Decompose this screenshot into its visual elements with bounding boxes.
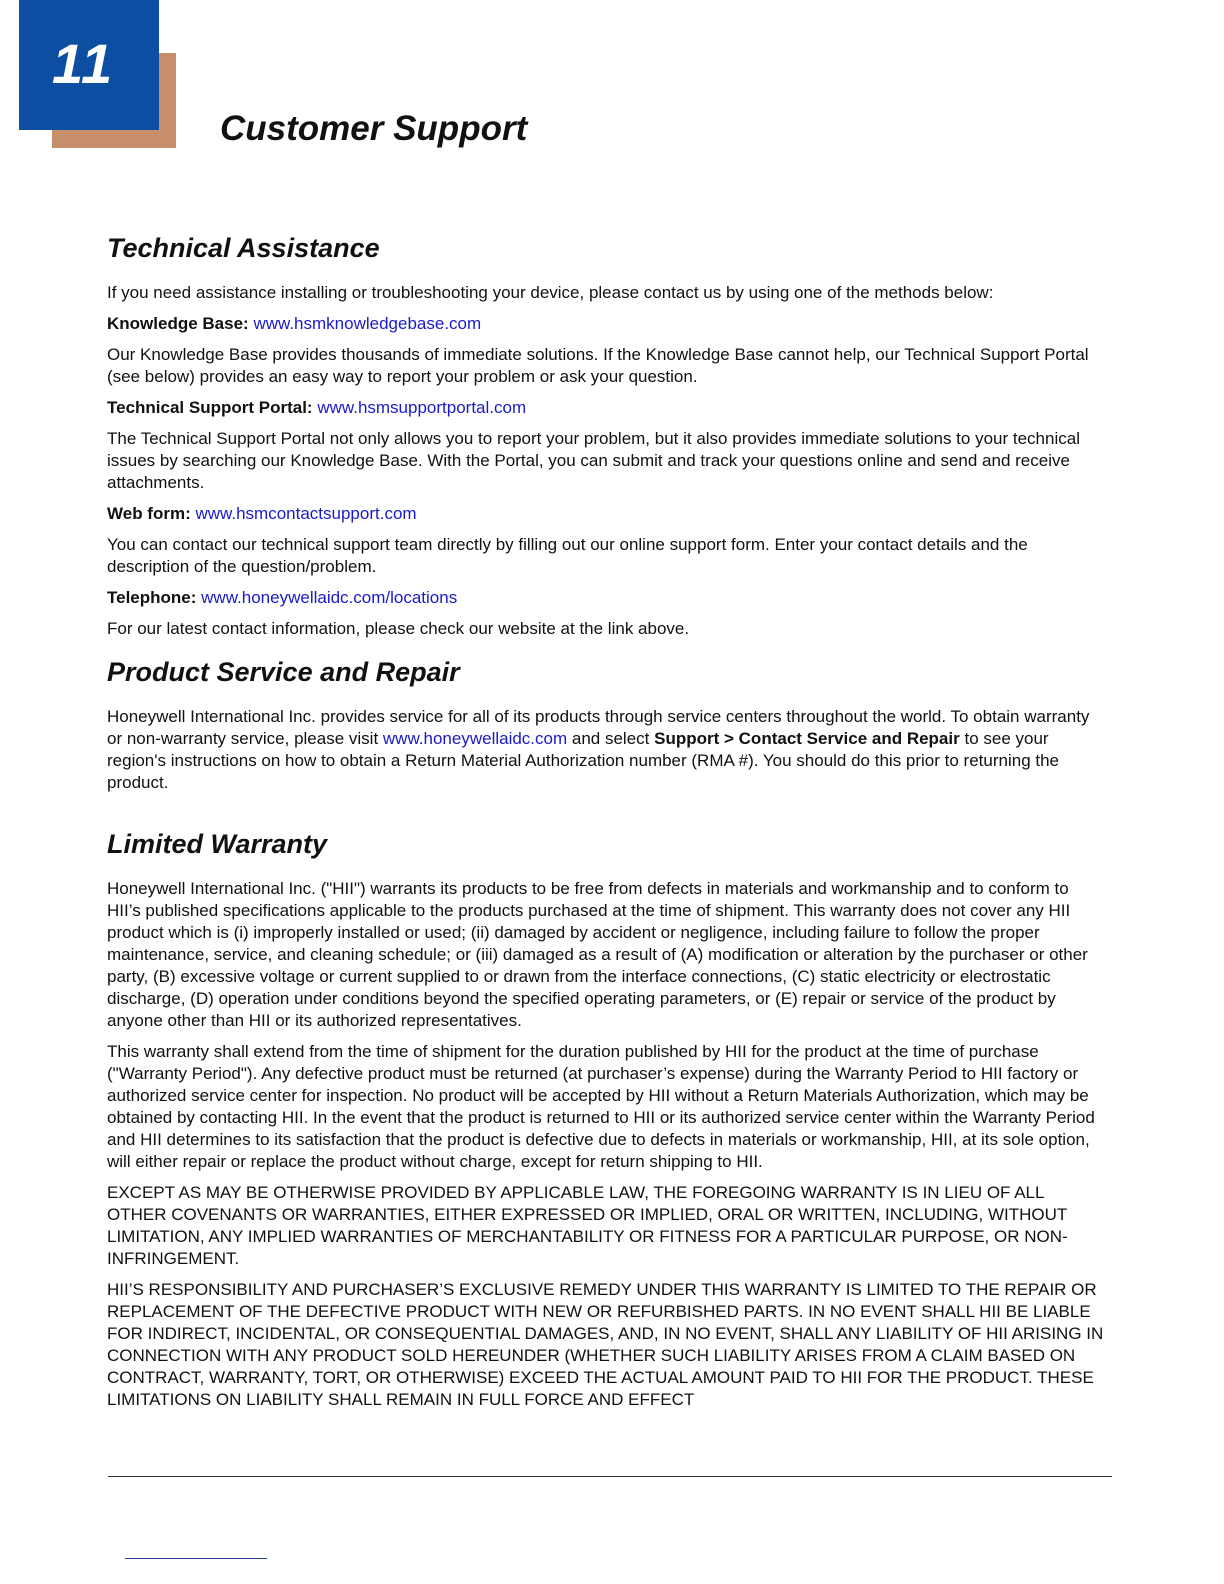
- technical-assistance-heading: Technical Assistance: [107, 233, 380, 263]
- honeywell-aidc-link[interactable]: www.honeywellaidc.com: [382, 729, 568, 748]
- service-repair-text: [107, 706, 1107, 794]
- knowledge-base-text: Our Knowledge Base provides thousands of immediate solutions. If the Knowledge Base cannot help, our Technical Support Portal (see below) provides an easy way to report your problem or ask your question.: [107, 345, 1089, 386]
- warranty-paragraph-1: Honeywell International Inc. ("HII") warrants its products to be free from defects in materials and workmanship and to conform to HII’s published specifications applicable to the products purchased at the time of shipment. This warranty does not cover any HII product which is (i) improperly installed or used; (ii) damaged by accident or negligence, including failure to follow the proper maintenance, service, and cleaning schedule; or (iii) damaged as a result of (A) modification or alteration by the purchaser or other party, (B) excessive voltage or current supplied to or drawn from the interface connections, (C) static electricity or electrostatic discharge, (D) operation under conditions beyond the specified operating parameters, or (E) repair or service of the product by anyone other than HII or its authorized representatives.: [107, 879, 1088, 1030]
- footer-link-underline: [125, 1558, 267, 1559]
- service-repair-text-1: Honeywell International Inc. provides service for all of its products through service centers throughout the world. To obtain warranty or non-warranty service, please visit: [107, 707, 1090, 748]
- telephone-link[interactable]: www.honeywellaidc.com/locations: [201, 588, 458, 607]
- warranty-paragraph-4: HII’S RESPONSIBILITY AND PURCHASER’S EXCLUSIVE REMEDY UNDER THIS WARRANTY IS LIMITED TO THE REPAIR OR REPLACEMENT OF THE DEFECTIVE PRODUCT WITH NEW OR REFURBISHED PARTS. IN NO EVENT SHALL HII BE LIABLE FOR INDIRECT, INCIDENTAL, OR CONSEQUENTIAL DAMAGES, AND, IN NO EVENT, SHALL ANY LIABILITY OF HII ARISING IN CONNECTION WITH ANY PRODUCT SOLD HEREUNDER (WHETHER SUCH LIABILITY ARISES FROM A CLAIM BASED ON CONTRACT, WARRANTY, TORT, OR OTHERWISE) EXCEED THE ACTUAL AMOUNT PAID TO HII FOR THE PRODUCT. THESE LIMITATIONS ON LIABILITY SHALL REMAIN IN FULL FORCE AND EFFECT: [107, 1280, 1104, 1409]
- service-repair-section: [107, 650, 1107, 794]
- service-repair-heading: Product Service and Repair: [107, 657, 460, 687]
- web-form-line: [107, 503, 1107, 525]
- warranty-paragraph-2: This warranty shall extend from the time of shipment for the duration published by HII for the product at the time of purchase ("Warranty Period"). Any defective product must be returned (at purchaser’s expense) during the Warranty Period to HII factory or authorized service center for inspection. No product will be accepted by HII without a Return Materials Authorization, which may be obtained by contacting HII. In the event that the product is returned to HII or its authorized service center within the Warranty Period and HII determines to its satisfaction that the product is defective due to defects in materials or workmanship, HII, at its sole option, will either repair or replace the product without charge, except for return shipping to HII.: [107, 1042, 1095, 1171]
- support-portal-label: Technical Support Portal:: [107, 398, 313, 417]
- chapter-number: 11: [52, 32, 115, 95]
- web-form-label: Web form:: [107, 504, 191, 523]
- page-content: [107, 226, 1107, 1420]
- footer-divider: [108, 1476, 1112, 1477]
- web-form-link[interactable]: www.hsmcontactsupport.com: [195, 504, 417, 523]
- knowledge-base-link[interactable]: www.hsmknowledgebase.com: [253, 314, 482, 333]
- support-portal-line: [107, 397, 1107, 419]
- service-repair-text-3: to see your region's instructions on how to obtain a Return Material Authorization number (RMA #). You should do this prior to returning the product.: [107, 729, 1059, 792]
- knowledge-base-label: Knowledge Base:: [107, 314, 249, 333]
- technical-assistance-intro: If you need assistance installing or troubleshooting your device, please contact us by using one of the methods below:: [107, 283, 994, 302]
- support-portal-link[interactable]: www.hsmsupportportal.com: [317, 398, 527, 417]
- web-form-text: You can contact our technical support team directly by filling out our online support form. Enter your contact details and the description of the question/problem.: [107, 535, 1028, 576]
- warranty-heading: Limited Warranty: [107, 829, 328, 859]
- telephone-label: Telephone:: [107, 588, 197, 607]
- telephone-line: [107, 587, 1107, 609]
- technical-assistance-section: [107, 226, 1107, 640]
- support-portal-text: The Technical Support Portal not only allows you to report your problem, but it also provides immediate solutions to your technical issues by searching our Knowledge Base. With the Portal, you can submit and track your questions online and send and receive attachments.: [107, 429, 1080, 492]
- telephone-text: For our latest contact information, please check our website at the link above.: [107, 619, 690, 638]
- support-menu-path: Support > Contact Service and Repair: [654, 729, 960, 748]
- service-repair-text-2: and select: [571, 729, 650, 748]
- warranty-paragraph-3: EXCEPT AS MAY BE OTHERWISE PROVIDED BY APPLICABLE LAW, THE FOREGOING WARRANTY IS IN LIEU OF ALL OTHER COVENANTS OR WARRANTIES, EITHER EXPRESSED OR IMPLIED, ORAL OR WRITTEN, INCLUDING, WITHOUT LIMITATION, ANY IMPLIED WARRANTIES OF MERCHANTABILITY OR FITNESS FOR A PARTICULAR PURPOSE, OR NON-INFRINGEMENT.: [107, 1183, 1068, 1268]
- warranty-section: [107, 822, 1107, 1411]
- knowledge-base-line: [107, 313, 1107, 335]
- chapter-title: Customer Support: [220, 109, 528, 148]
